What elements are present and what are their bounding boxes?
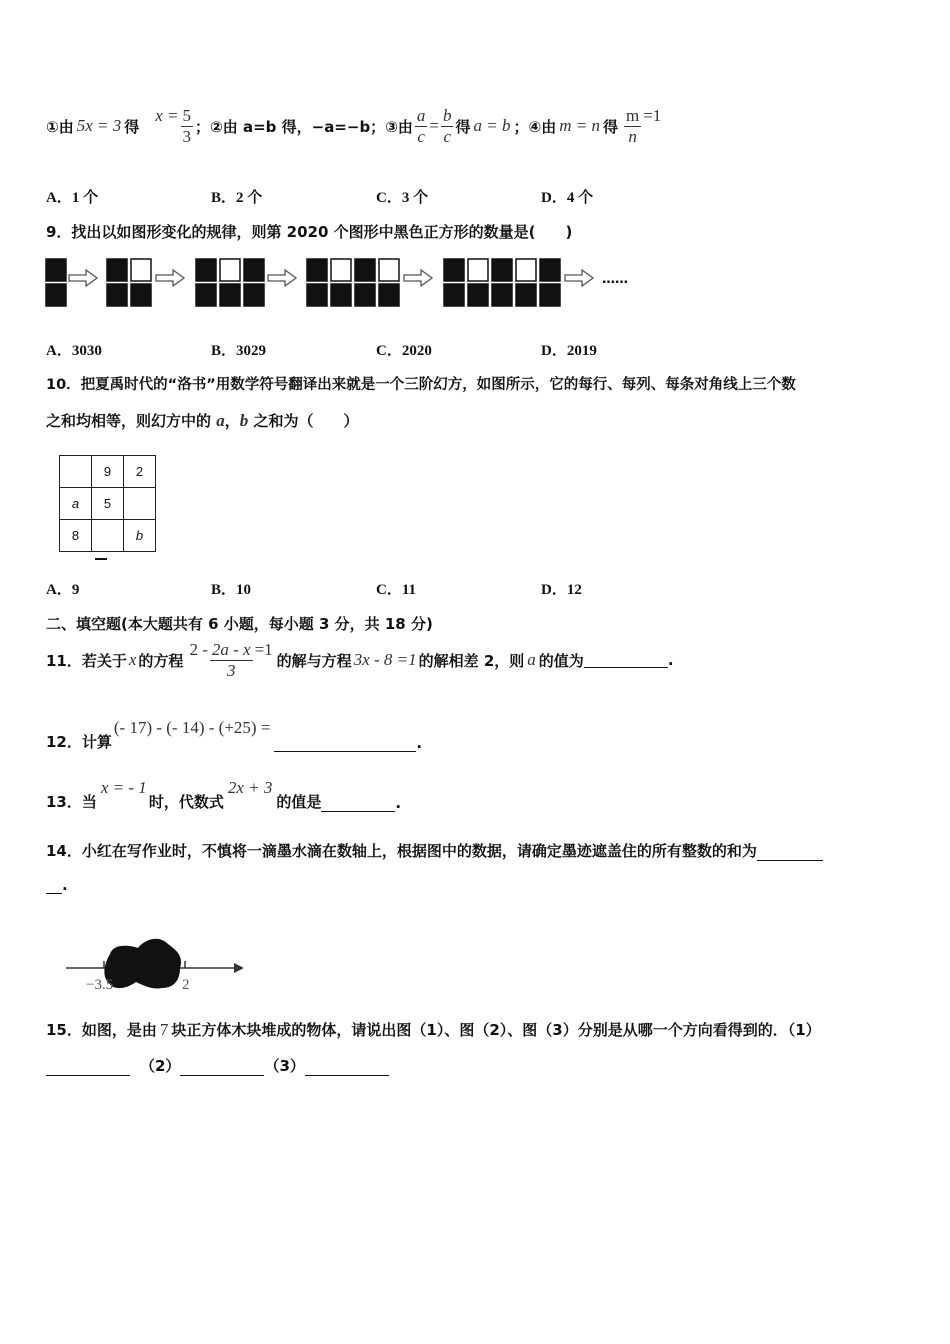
q8-eq1: 5x = 3: [76, 116, 122, 135]
black-square: [355, 284, 375, 306]
q11-fraction: [210, 640, 253, 681]
q11-answer-blank[interactable]: [584, 653, 668, 668]
section-heading-fill-blank: 二、填空题(本大题共有 6 小题，每小题 3 分，共 18 分): [46, 615, 433, 633]
q8-option-b: B．2 个: [211, 190, 263, 206]
arrow-right-icon: [565, 270, 593, 286]
q9-stem: 9．找出以如图形变化的规律，则第 2020 个图形中黑色正方形的数量是( ): [46, 223, 573, 241]
q10-option-d: D．12: [541, 582, 582, 598]
q8-frac-n: n: [628, 126, 637, 146]
black-square: [516, 284, 536, 306]
q15-stem-line1: [46, 1019, 821, 1040]
q9-option-b: B．3029: [211, 343, 267, 359]
white-square: [516, 259, 536, 281]
q8-frac-c2: c: [443, 126, 451, 146]
q11-denominator: 3: [226, 660, 236, 680]
black-square: [244, 284, 264, 306]
black-square: [379, 284, 399, 306]
q15-stem-line2: [46, 1055, 389, 1076]
white-square: [379, 259, 399, 281]
q10-comma: ，: [224, 412, 240, 430]
black-square: [492, 259, 512, 281]
q11-lead: 2 -: [189, 640, 208, 659]
q8-frac-c: c: [417, 126, 425, 146]
q8-item3-label: ③由: [385, 117, 413, 136]
q8-de2: 得: [455, 117, 471, 136]
q15-n: 7: [159, 1019, 169, 1039]
arrow-right-icon: [156, 270, 184, 286]
q10-stem-line1: 10．把夏禹时代的“洛书”用数学符号翻译出来就是一个三阶幻方，如图所示，它的每行、每列、每条对角线上三个数: [46, 377, 796, 393]
q10-magic-square: [59, 455, 156, 552]
q9-option-d: D．2019: [541, 343, 597, 359]
white-square: [131, 259, 151, 281]
q11-end: .: [667, 651, 674, 669]
q14-stem-line2: [46, 876, 68, 894]
black-square: [196, 259, 216, 281]
q13-answer-blank[interactable]: [321, 797, 395, 812]
q11-a: a: [527, 650, 536, 669]
black-square: [540, 259, 560, 281]
q8-frac-eq: =: [429, 116, 439, 135]
white-square: [331, 259, 351, 281]
black-square: [244, 259, 264, 281]
q15-answer-blank-2[interactable]: [180, 1061, 264, 1076]
q10-var-b: b: [239, 411, 249, 430]
tick-label-right: 2: [182, 977, 190, 993]
q13-p3: 的值是: [276, 793, 322, 811]
q11-eq: =1: [254, 640, 273, 659]
q15-label-2: （2）: [140, 1057, 181, 1075]
magic-cell: b: [124, 520, 156, 552]
q14-number-line-figure: [62, 930, 252, 996]
q8-frac-a: a: [416, 105, 426, 125]
q13-condition: x = - 1: [100, 778, 147, 797]
black-square: [107, 259, 127, 281]
arrow-right-icon: [268, 270, 296, 286]
q8-de: 得: [124, 117, 140, 136]
magic-cell: [124, 488, 156, 520]
q13: [46, 778, 401, 812]
q8-statement: [46, 104, 661, 148]
black-square: [107, 284, 127, 306]
magic-cell: [60, 456, 92, 488]
magic-cell: a: [60, 488, 92, 520]
q12: [46, 718, 422, 752]
q8-frac-den: 3: [182, 126, 192, 146]
q8-item4-label: ④由: [528, 117, 557, 136]
q10-option-a: A．9: [46, 582, 80, 598]
arrow-right-icon: [404, 270, 432, 286]
q8-option-a: A．1 个: [46, 190, 99, 206]
q8-frac-m-n: [624, 106, 641, 147]
q14-answer-blank[interactable]: [757, 846, 823, 861]
q8-frac-a-c: [415, 106, 428, 147]
q15-p2: 块正方体木块堆成的物体，请说出图（1）、图（2）、图（3）分别是从哪一个方向看得到的．（1）: [171, 1021, 821, 1039]
black-square: [131, 284, 151, 306]
q8-frac-num: 5: [182, 105, 192, 125]
q8-item1-label: ①由: [46, 117, 74, 136]
q10-grid-dash: [95, 558, 107, 560]
q10-var-a: a: [216, 411, 225, 430]
q10-line2b: 之和为（ ）: [248, 412, 359, 430]
q11-p5: 的值为: [538, 651, 584, 670]
magic-cell: 2: [124, 456, 156, 488]
q8-item2: ②由 a=b 得，−a=−b；: [210, 117, 386, 136]
black-square: [355, 259, 375, 281]
q10-option-c: C．11: [376, 582, 417, 598]
q14-end: .: [62, 876, 68, 894]
magic-cell: 8: [60, 520, 92, 552]
q11-x: x: [128, 650, 137, 669]
q8-sep3: ；: [513, 117, 529, 136]
black-square: [468, 284, 488, 306]
q14-answer-blank-cont[interactable]: [46, 879, 62, 894]
magic-cell: 9: [92, 456, 124, 488]
q8-frac-5-3: [181, 106, 194, 147]
q8-option-d: D．4 个: [541, 190, 594, 206]
q13-expression: 2x + 3: [227, 778, 273, 797]
q9-pattern-figure: [44, 256, 644, 310]
white-square: [468, 259, 488, 281]
black-square: [444, 284, 464, 306]
q8-mn: m = n: [559, 116, 600, 135]
black-square: [444, 259, 464, 281]
q10-stem-line2: [46, 410, 358, 431]
q14-line1: 14．小红在写作业时，不慎将一滴墨水滴在数轴上，根据图中的数据，请确定墨迹遮盖住的所有整数的和为: [46, 842, 757, 860]
ink-blot: [104, 939, 181, 989]
white-square: [220, 259, 240, 281]
q12-p1: 12．计算: [46, 733, 112, 751]
black-square: [46, 259, 66, 281]
q15-answer-blank-3[interactable]: [305, 1061, 389, 1076]
q8-frac-m: m: [625, 105, 640, 125]
q8-ab: a = b: [473, 116, 511, 135]
q10-option-b: B．10: [211, 582, 252, 598]
q11-eq2: 3x - 8 =1: [353, 650, 417, 669]
black-square: [540, 284, 560, 306]
q14-stem-line1: [46, 840, 823, 861]
q13-p2: 时，代数式: [148, 793, 224, 811]
q11: [46, 636, 674, 684]
arrow-right-icon: [69, 270, 97, 286]
q11-numerator: 2a - x: [211, 639, 251, 659]
q15-label-3: （3）: [264, 1057, 305, 1075]
q8-option-c: C．3 个: [376, 190, 429, 206]
q8-frac-b-c: [441, 106, 454, 147]
q8-frac-b: b: [442, 105, 452, 125]
magic-cell: 5: [92, 488, 124, 520]
q12-end: .: [416, 734, 423, 752]
black-square: [307, 259, 327, 281]
black-square: [220, 284, 240, 306]
black-square: [46, 284, 66, 306]
tick-label-left: −3.5: [86, 977, 114, 993]
q8-de3: 得: [602, 117, 618, 136]
magic-cell: [92, 520, 124, 552]
q11-p1: 11．若关于: [46, 651, 127, 670]
q13-end: .: [395, 794, 402, 812]
black-square: [196, 284, 216, 306]
q8-sep1: ；: [195, 117, 211, 136]
black-square: [492, 284, 512, 306]
q8-xeq: x =: [155, 106, 179, 125]
q12-answer-blank[interactable]: [274, 737, 416, 752]
q8-eq1b: =1: [643, 106, 662, 125]
q9-option-c: C．2020: [376, 343, 432, 359]
q11-p2: 的方程: [138, 651, 184, 670]
q15-answer-blank-1[interactable]: [46, 1061, 130, 1076]
q13-p1: 13．当: [46, 793, 97, 811]
q11-p3: 的解与方程: [276, 651, 352, 670]
black-square: [331, 284, 351, 306]
q12-expression: (- 17) - (- 14) - (+25) =: [113, 718, 271, 737]
q11-p4: 的解相差 2，则: [418, 651, 525, 670]
q15-p1: 15．如图，是由: [46, 1021, 157, 1039]
arrow-right-icon: [234, 963, 244, 973]
black-square: [307, 284, 327, 306]
q9-ellipsis: ……: [602, 272, 628, 287]
q10-line2a: 之和均相等，则幻方中的: [46, 412, 217, 430]
q9-option-a: A．3030: [46, 343, 102, 359]
